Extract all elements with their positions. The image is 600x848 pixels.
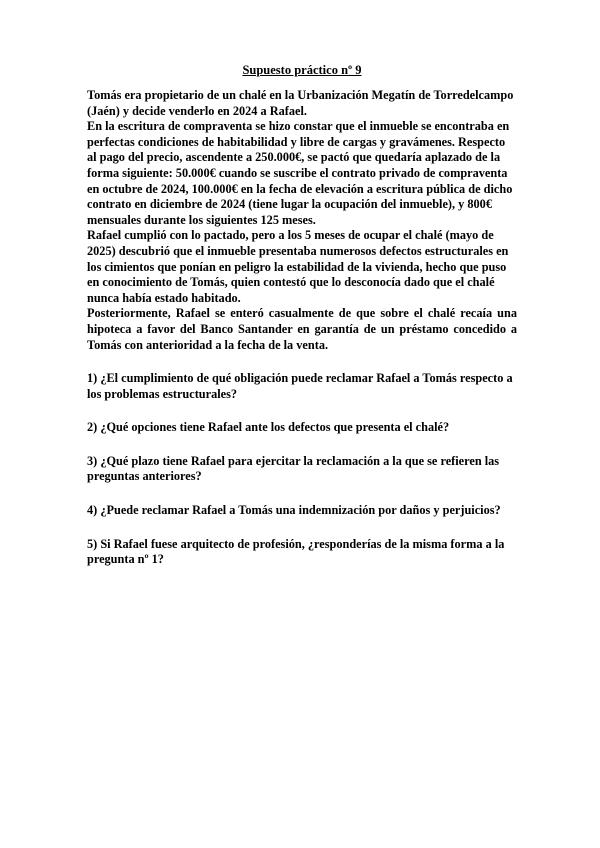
document-title: Supuesto práctico nº 9: [242, 63, 362, 77]
document-page: [87, 62, 517, 586]
case-paragraph: Rafael cumplió con lo pactado, pero a los 5 meses de ocupar el chalé (mayo de 2025) descubrió que el inmueble presentaba numerosos defectos estructurales en los cimientos que ponían en peligro la estabilidad de la vivienda, hecho que puso en conocimiento de Tomás, quien contestó que lo desconocía dado que el chalé nunca había estado habitado.: [87, 228, 509, 305]
question-item: 1) ¿El cumplimiento de qué obligación puede reclamar Rafael a Tomás respecto a los problemas estructurales?: [87, 371, 513, 401]
question-list: [87, 371, 517, 568]
case-paragraph: En la escritura de compraventa se hizo constar que el inmueble se encontraba en perfectas condiciones de habitabilidad y libre de cargas y gravámenes. Respecto al pago del precio, ascendente a 250.000€, se pactó que quedaría aplazado de la forma siguiente: 50.000€ cuando se suscribe el contrato privado de compraventa en octubre de 2024, 100.000€ en la fecha de elevación a escritura pública de dicho contrato en diciembre de 2024 (tiene lugar la ocupación del inmueble), y 800€ mensuales durante los siguientes 125 meses.: [87, 119, 513, 227]
case-statement: [87, 88, 517, 353]
question-item: 4) ¿Puede reclamar Rafael a Tomás una indemnización por daños y perjuicios?: [87, 503, 501, 518]
case-paragraph: Tomás era propietario de un chalé en la Urbanización Megatín de Torredelcampo (Jaén) y decide venderlo en 2024 a Rafael.: [87, 88, 514, 118]
case-paragraph: Posteriormente, Rafael se enteró casualmente de que sobre el chalé recaía una hipoteca a favor del Banco Santander en garantía de un préstamo concedido a Tomás con anterioridad a la fecha de la venta.: [87, 306, 517, 352]
question-item: 3) ¿Qué plazo tiene Rafael para ejercitar la reclamación a la que se refieren las preguntas anteriores?: [87, 453, 500, 484]
question-item: 5) Si Rafael fuese arquitecto de profesión, ¿responderías de la misma forma a la pregunta nº 1?: [87, 536, 505, 567]
question-item: 2) ¿Qué opciones tiene Rafael ante los defectos que presenta el chalé?: [87, 420, 450, 435]
